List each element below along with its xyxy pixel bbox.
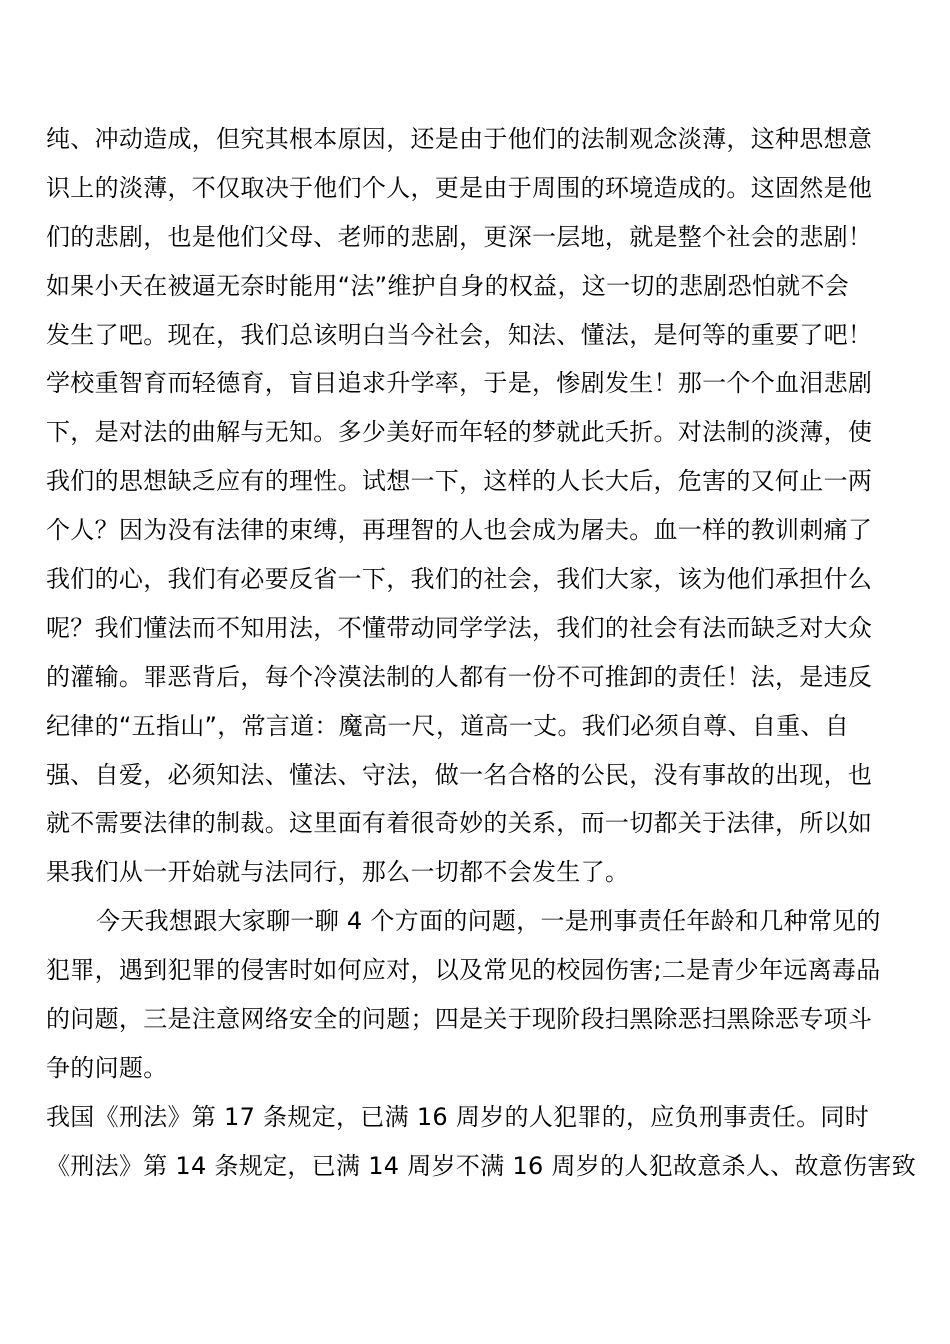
- text-line: 的问题，三是注意网络安全的问题；四是关于现阶段扫黑除恶扫黑除恶专项斗: [46, 1005, 873, 1034]
- text-line: 纯、冲动造成，但究其根本原因，还是由于他们的法制观念淡薄，这种思想意: [46, 125, 873, 153]
- text-line: 们的悲剧，也是他们父母、老师的悲剧，更深一层地，就是整个社会的悲剧！: [46, 222, 873, 251]
- text-line: 发生了吧。现在，我们总该明白当今社会，知法、懂法，是何等的重要了吧！: [46, 320, 873, 349]
- text-line: 争的问题。: [46, 1053, 168, 1082]
- text-line: 我国《刑法》第 17 条规定，已满 16 周岁的人犯罪的，应负刑事责任。同时: [46, 1102, 869, 1131]
- text-line: 下，是对法的曲解与无知。多少美好而年轻的梦就此夭折。对法制的淡薄，使: [46, 418, 873, 447]
- paragraph-first-line: 今天我想跟大家聊一聊 4 个方面的问题，一是刑事责任年龄和几种常见的: [96, 907, 881, 936]
- text-line: 如果小天在被逼无奈时能用“法”维护自身的权益，这一切的悲剧恐怕就不会: [46, 271, 850, 300]
- body-text: [46, 115, 916, 1191]
- text-line: 我们的思想缺乏应有的理性。试想一下，这样的人长大后，危害的又何止一两: [46, 467, 873, 496]
- text-line: 《刑法》第 14 条规定，已满 14 周岁不满 16 周岁的人犯故意杀人、故意伤害致: [46, 1151, 916, 1180]
- text-line: 我们的心，我们有必要反省一下，我们的社会，我们大家，该为他们承担什么: [46, 565, 873, 594]
- text-line: 强、自爱，必须知法、懂法、守法，做一名合格的公民，没有事故的出现，也: [46, 760, 873, 789]
- text-line: 就不需要法律的制裁。这里面有着很奇妙的关系，而一切都关于法律，所以如: [46, 809, 873, 838]
- text-line: 纪律的“五指山”，常言道：魔高一尺，道高一丈。我们必须自尊、自重、自: [46, 711, 850, 740]
- text-line: 识上的淡薄，不仅取决于他们个人，更是由于周围的环境造成的。这固然是他: [46, 173, 873, 202]
- text-line: 犯罪，遇到犯罪的侵害时如何应对，以及常见的校园伤害;二是青少年远离毒品: [46, 956, 881, 985]
- text-line: 呢？我们懂法而不知用法，不懂带动同学学法，我们的社会有法而缺乏对大众: [46, 613, 873, 642]
- text-line: 的灌输。罪恶背后，每个冷漠法制的人都有一份不可推卸的责任！法，是违反: [46, 662, 873, 691]
- text-line: 果我们从一开始就与法同行，那么一切都不会发生了。: [46, 858, 630, 887]
- text-line: 个人？因为没有法律的束缚，再理智的人也会成为屠夫。血一样的教训刺痛了: [46, 516, 873, 545]
- text-line: 学校重智育而轻德育，盲目追求升学率，于是，惨剧发生！那一个个血泪悲剧: [46, 369, 873, 398]
